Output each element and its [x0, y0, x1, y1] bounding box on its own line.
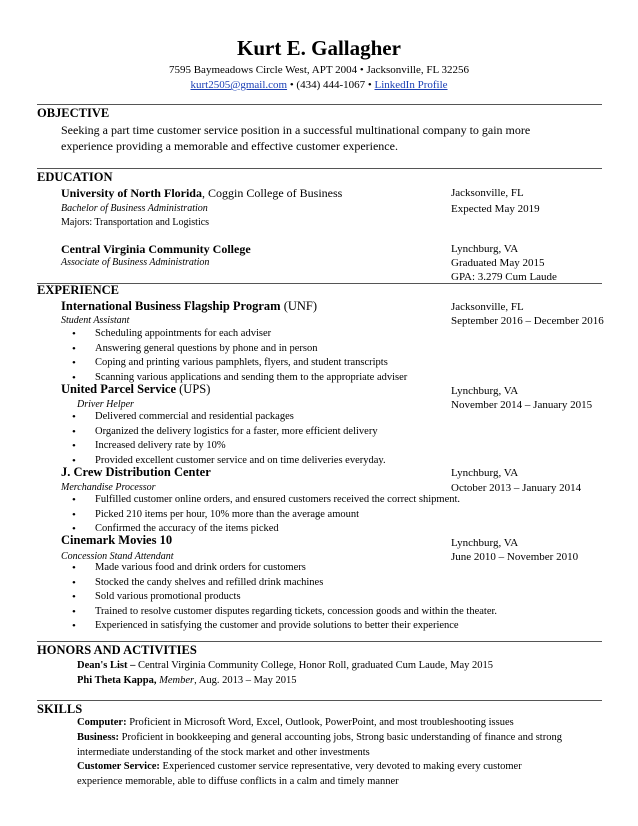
skills-heading: SKILLS: [37, 702, 83, 716]
list-item: • Experienced in satisfying the customer and provide solutions to better their experience: [70, 619, 497, 634]
honor-role: Member: [156, 675, 195, 686]
honor-label: Dean's List –: [77, 660, 136, 671]
section-divider: [37, 700, 602, 701]
job-org-name: United Parcel Service: [61, 382, 177, 396]
degree-date: Expected May 2019: [451, 203, 540, 215]
job-title: Merchandise Processor: [61, 482, 156, 493]
list-item: • Answering general questions by phone and in person: [70, 342, 407, 357]
skill-text: Experienced customer service representative, very devoted to making every customer experience memorable, able to diffuse conflicts in a calm and timely manner: [77, 761, 522, 787]
skill-item: [77, 731, 567, 760]
skill-label: Business:: [77, 732, 120, 743]
job-org: [61, 465, 211, 480]
skill-item: [77, 717, 514, 728]
job-bullets: [70, 327, 407, 385]
school-location: Jacksonville, FL: [451, 187, 524, 199]
job-bullets: [70, 410, 386, 468]
objective-heading: OBJECTIVE: [37, 106, 110, 120]
degree: Bachelor of Business Administration: [61, 203, 208, 214]
school-name: Central Virginia Community College: [61, 242, 251, 256]
job-org-suffix: (UPS): [176, 382, 211, 396]
list-item: • Coping and printing various pamphlets, flyers, and student transcripts: [70, 356, 407, 371]
job-dates: September 2016 – December 2016: [451, 315, 604, 327]
skill-label: Customer Service:: [77, 761, 160, 772]
school-college: , Coggin College of Business: [201, 186, 343, 200]
list-item: • Scanning various applications and sending them to the appropriate adviser: [70, 371, 407, 386]
list-item: • Confirmed the accuracy of the items picked: [70, 522, 460, 537]
degree-date: Graduated May 2015: [451, 257, 545, 269]
job-dates: June 2010 – November 2010: [451, 551, 579, 563]
job-location: Lynchburg, VA: [451, 537, 519, 549]
job-org-name: International Business Flagship Program: [61, 299, 281, 313]
section-divider: [37, 283, 602, 284]
job-org: [61, 382, 210, 397]
education-heading: EDUCATION: [37, 170, 113, 184]
skill-text: Proficient in Microsoft Word, Excel, Outlook, PowerPoint, and most troubleshooting issues: [126, 717, 514, 728]
job-bullets: [70, 493, 460, 537]
honor-item: [77, 660, 493, 671]
school-location: Lynchburg, VA: [451, 243, 519, 255]
list-item: • Made various food and drink orders for customers: [70, 561, 497, 576]
gpa: GPA: 3.279 Cum Laude: [451, 271, 557, 283]
list-item: • Provided excellent customer service and on time deliveries everyday.: [70, 454, 386, 469]
job-location: Jacksonville, FL: [451, 301, 524, 313]
list-item: • Organized the delivery logistics for a faster, more efficient delivery: [70, 425, 386, 440]
school-name-line: [61, 186, 342, 201]
job-org-name: J. Crew Distribution Center: [61, 465, 211, 479]
resume-name: Kurt E. Gallagher: [237, 36, 401, 60]
job-location: Lynchburg, VA: [451, 467, 519, 479]
list-item: • Scheduling appointments for each adviser: [70, 327, 407, 342]
phone-text: • (434) 444-1067 •: [287, 79, 375, 91]
linkedin-link[interactable]: LinkedIn Profile: [374, 79, 448, 91]
school-name: University of North Florida: [61, 186, 202, 200]
degree: Associate of Business Administration: [61, 257, 210, 268]
list-item: • Increased delivery rate by 10%: [70, 439, 386, 454]
majors: Majors: Transportation and Logistics: [61, 217, 210, 228]
job-title: Concession Stand Attendant: [61, 551, 174, 562]
section-divider: [37, 104, 602, 105]
list-item: • Fulfilled customer online orders, and ensured customers received the correct shipment.: [70, 493, 460, 508]
honor-text: , Aug. 2013 – May 2015: [194, 675, 297, 686]
list-item: • Sold various promotional products: [70, 590, 497, 605]
job-dates: November 2014 – January 2015: [451, 399, 593, 411]
job-dates: October 2013 – January 2014: [451, 482, 582, 494]
contact-line: [0, 79, 638, 91]
list-item: • Picked 210 items per hour, 10% more than the average amount: [70, 508, 460, 523]
honor-text: Central Virginia Community College, Honor Roll, graduated Cum Laude, May 2015: [135, 660, 494, 671]
experience-heading: EXPERIENCE: [37, 283, 119, 297]
job-org: [61, 299, 317, 314]
skill-text: Proficient in bookkeeping and general accounting jobs, Strong basic understanding of finance and strong intermediate understanding of the stock market and other investments: [77, 732, 562, 758]
job-org: [61, 533, 172, 548]
job-title: Driver Helper: [77, 399, 134, 410]
email-link[interactable]: kurt2505@gmail.com: [190, 79, 288, 91]
honors-heading: HONORS AND ACTIVITIES: [37, 643, 197, 657]
section-divider: [37, 168, 602, 169]
list-item: • Delivered commercial and residential packages: [70, 410, 386, 425]
skill-label: Computer:: [77, 717, 127, 728]
honor-item: [77, 675, 296, 686]
skill-item: [77, 760, 567, 789]
section-divider: [37, 641, 602, 642]
job-location: Lynchburg, VA: [451, 385, 519, 397]
job-bullets: [70, 561, 497, 634]
objective-text: Seeking a part time customer service position in a successful multinational company to gain more experience providing a memorable and effective customer experience.: [61, 123, 531, 153]
job-title: Student Assistant: [61, 315, 130, 326]
job-org-suffix: (UNF): [280, 299, 318, 313]
list-item: • Stocked the candy shelves and refilled drink machines: [70, 576, 497, 591]
list-item: • Trained to resolve customer disputes regarding tickets, concession goods and within the theater.: [70, 605, 497, 620]
honor-label: Phi Theta Kappa,: [77, 675, 157, 686]
address-line: 7595 Baymeadows Circle West, APT 2004 • Jacksonville, FL 32256: [168, 64, 470, 76]
job-org-name: Cinemark Movies 10: [61, 533, 173, 547]
